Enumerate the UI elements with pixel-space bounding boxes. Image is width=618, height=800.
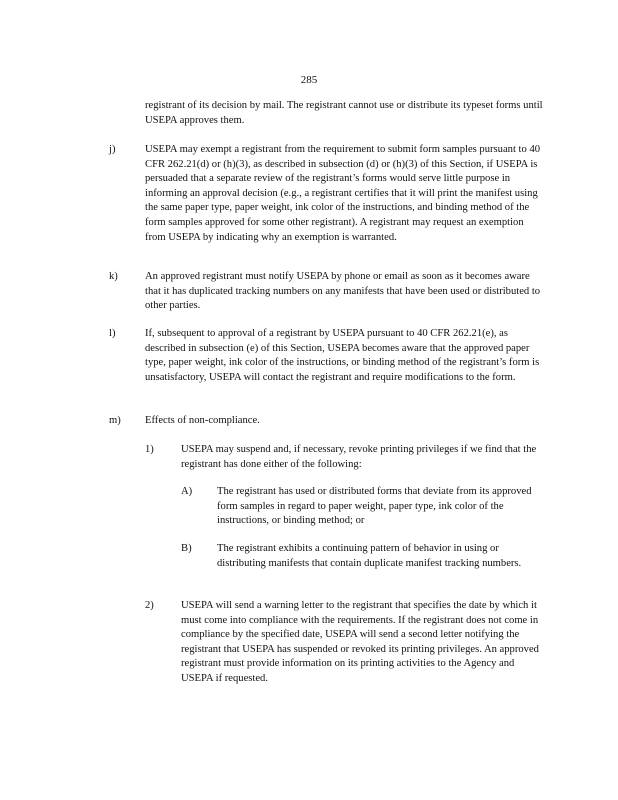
- section-text: Effects of non-compliance.: [145, 415, 260, 426]
- page-number: 285: [300, 74, 318, 86]
- section-marker: m): [109, 415, 121, 426]
- item-text: USEPA may suspend and, if necessary, revoke printing privileges if we find that the registrant has done either of the following:: [181, 444, 537, 470]
- section-marker: k): [109, 271, 118, 282]
- continuation-paragraph: registrant of its decision by mail. The registrant cannot use or distribute its typeset forms until USEPA approves them.: [145, 100, 543, 126]
- subitem-marker: B): [181, 543, 192, 554]
- section-text: If, subsequent to approval of a registrant by USEPA pursuant to 40 CFR 262.21(e), as described in subsection (e) of this Section, USEPA becomes aware that the approved paper type, paper weight, ink color of the instructions, or binding method of the registrant’s form is unsatisfactory, USEPA will contact the registrant and require modifications to the form.: [145, 328, 540, 383]
- item-marker: 1): [145, 444, 154, 455]
- item-text: USEPA will send a warning letter to the registrant that specifies the date by which it must come into compliance with the requirements. If the registrant does not come in compliance by the specified date, USEPA will send a second letter notifying the registrant that USEPA has suspended or revoked its printing privileges. An approved registrant must provide information on its printing activities to the Agency and USEPA if requested.: [181, 600, 539, 684]
- section-text: USEPA may exempt a registrant from the requirement to submit form samples pursuant to 40 CFR 262.21(d) or (h)(3), as described in subsection (d) or (h)(3) of this Section, if USEPA is persuaded that a separate review of the registrant’s forms would serve little purpose in informing an approval decision (e.g., a registrant certifies that it will print the manifest using the same paper type, paper weight, ink color of the instructions, and binding method of the form samples approved for some other registrant). A registrant may request an exemption from USEPA by indicating why an exemption is warranted.: [145, 144, 541, 243]
- subitem-marker: A): [181, 486, 193, 497]
- subitem-text: The registrant exhibits a continuing pattern of behavior in using or distributing manifests that contain duplicate manifest tracking numbers.: [217, 543, 522, 569]
- section-marker: j): [109, 144, 116, 155]
- section-marker: l): [109, 328, 116, 339]
- item-marker: 2): [145, 600, 154, 611]
- section-text: An approved registrant must notify USEPA by phone or email as soon as it becomes aware that it has duplicated tracking numbers on any manifests that have been used or distributed to other parties.: [145, 271, 541, 312]
- subitem-text: The registrant has used or distributed forms that deviate from its approved form samples in regard to paper weight, paper type, ink color of the instructions, or binding method; or: [217, 486, 532, 527]
